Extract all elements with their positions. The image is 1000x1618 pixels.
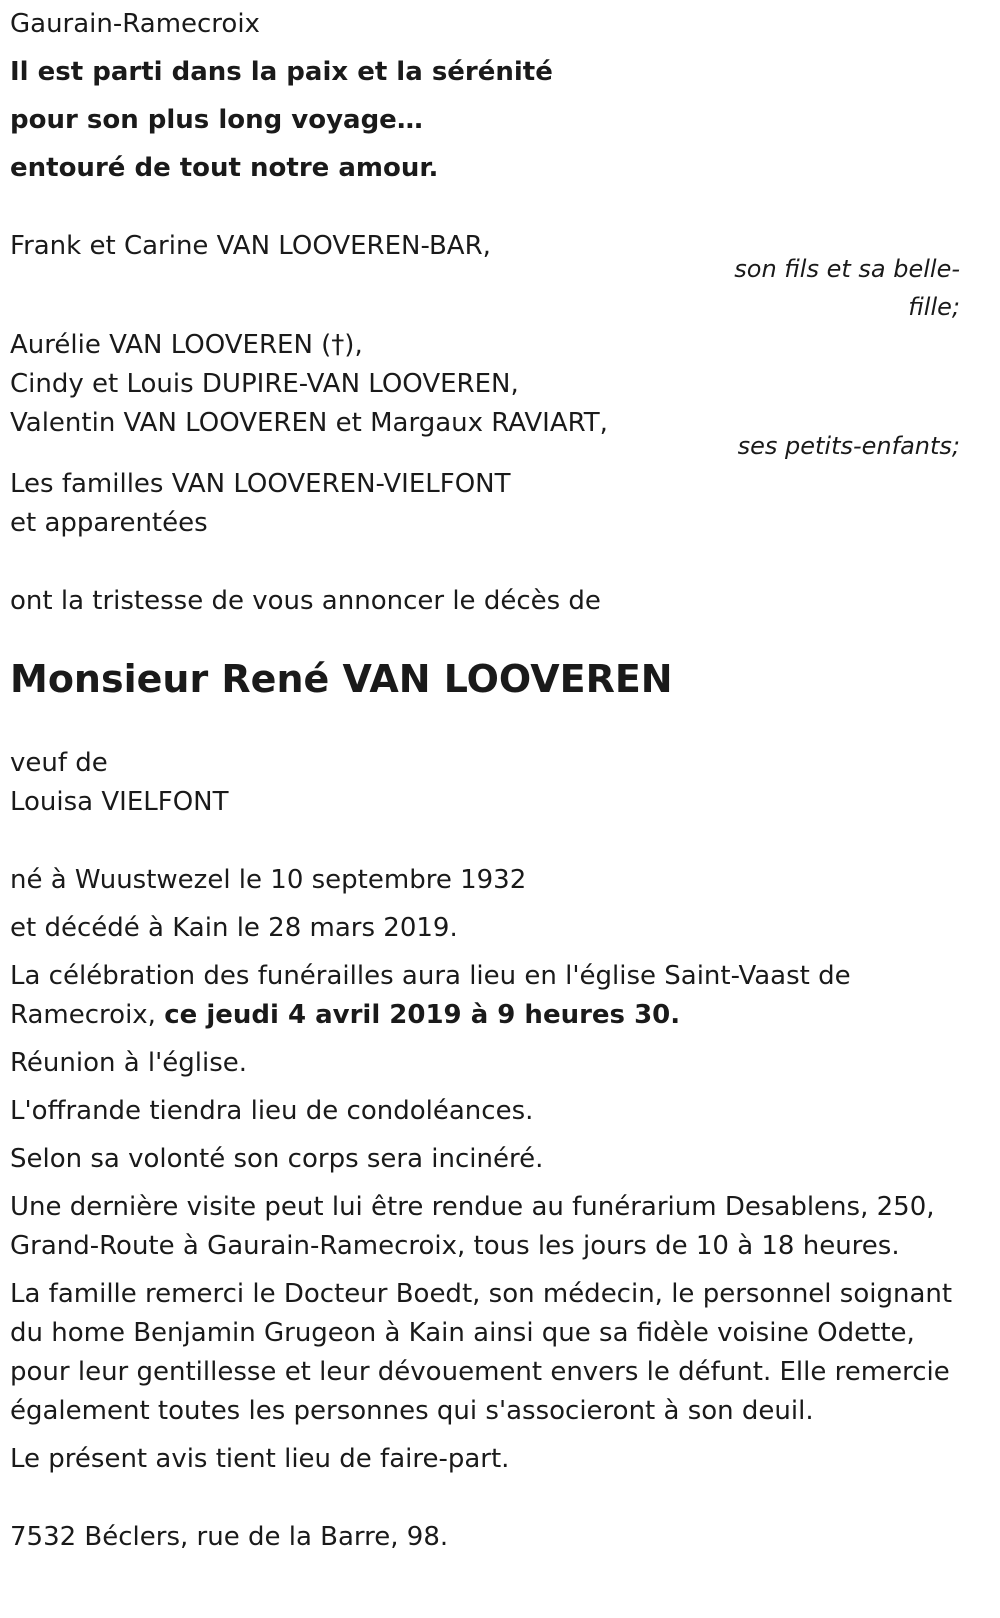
cremation-info: Selon sa volonté son corps sera incinéré. [10, 1144, 544, 1174]
funeral-location: Ramecroix, [10, 1000, 165, 1030]
funeral-date: ce jeudi 4 avril 2019 à 9 heures 30. [164, 1000, 681, 1030]
son-role-line-1: son fils et sa belle- [734, 255, 960, 283]
death-info: et décédé à Kain le 28 mars 2019. [10, 913, 458, 943]
families-line-2: et apparentées [10, 508, 208, 538]
verse-line-1: Il est parti dans la paix et la sérénité [10, 57, 553, 87]
visit-line-2: Grand-Route à Gaurain-Ramecroix, tous les jours de 10 à 18 heures. [10, 1231, 900, 1261]
grandchild-1: Aurélie VAN LOOVEREN (†), [10, 330, 363, 360]
grandchild-2: Cindy et Louis DUPIRE-VAN LOOVEREN, [10, 369, 519, 399]
grandchildren-role: ses petits-enfants; [737, 432, 960, 460]
place-name: Gaurain-Ramecroix [10, 9, 260, 39]
families-line-1: Les familles VAN LOOVEREN-VIELFONT [10, 469, 511, 499]
visit-line-1: Une dernière visite peut lui être rendue au funérarium Desablens, 250, [10, 1192, 935, 1222]
verse-line-2: pour son plus long voyage… [10, 105, 423, 135]
thanks-line-3: pour leur gentillesse et leur dévouement envers le défunt. Elle remercie [10, 1357, 950, 1387]
grandchild-3: Valentin VAN LOOVEREN et Margaux RAVIART, [10, 408, 608, 438]
notice-info: Le présent avis tient lieu de faire-part. [10, 1444, 510, 1474]
funeral-line-1: La célébration des funérailles aura lieu en l'église Saint-Vaast de [10, 961, 851, 991]
thanks-line-2: du home Benjamin Grugeon à Kain ainsi que sa fidèle voisine Odette, [10, 1318, 915, 1348]
deceased-name: Monsieur René VAN LOOVEREN [10, 657, 673, 701]
address: 7532 Béclers, rue de la Barre, 98. [10, 1522, 449, 1552]
birth-info: né à Wuustwezel le 10 septembre 1932 [10, 865, 527, 895]
funeral-line-2 [10, 995, 680, 1035]
meeting-info: Réunion à l'église. [10, 1048, 248, 1078]
son-names: Frank et Carine VAN LOOVEREN-BAR, [10, 231, 491, 261]
son-role-line-2: fille; [908, 293, 960, 321]
widower-line-1: veuf de [10, 748, 108, 778]
verse-line-3: entouré de tout notre amour. [10, 153, 439, 183]
announcement: ont la tristesse de vous annoncer le décès de [10, 586, 601, 616]
offering-info: L'offrande tiendra lieu de condoléances. [10, 1096, 534, 1126]
thanks-line-4: également toutes les personnes qui s'associeront à son deuil. [10, 1396, 814, 1426]
thanks-line-1: La famille remerci le Docteur Boedt, son médecin, le personnel soignant [10, 1279, 953, 1309]
widower-line-2: Louisa VIELFONT [10, 787, 229, 817]
